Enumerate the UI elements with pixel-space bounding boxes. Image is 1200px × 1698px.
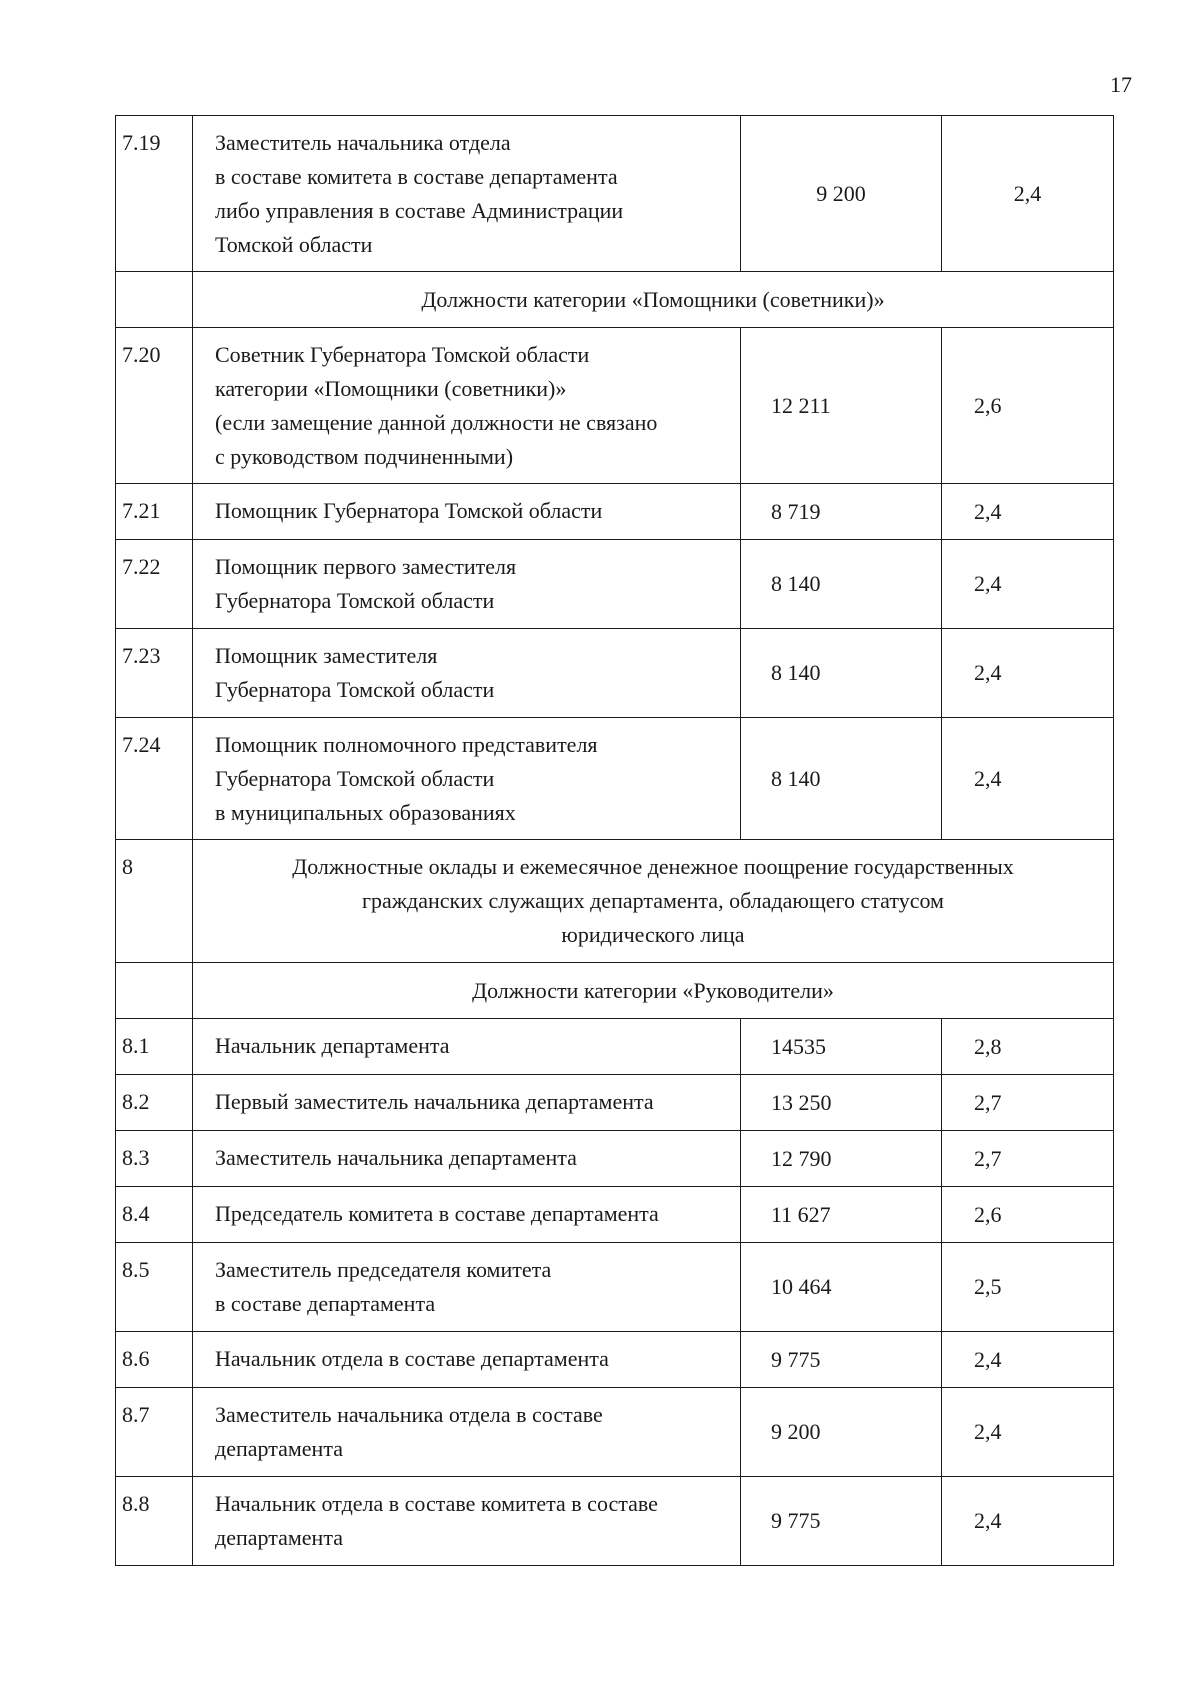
position-name xyxy=(193,1019,741,1075)
position-name xyxy=(193,1187,741,1243)
position-name xyxy=(193,1131,741,1187)
position-name xyxy=(193,718,741,840)
ratio-value: 2,4 xyxy=(974,1346,1002,1372)
salary-value: 8 140 xyxy=(771,571,821,596)
ratio-value: 2,4 xyxy=(974,498,1002,524)
ratio-value: 2,6 xyxy=(974,1201,1002,1227)
salary-value: 12 790 xyxy=(771,1145,832,1171)
row-number: 7.19 xyxy=(116,116,193,272)
position-name-line: в составе комитета в составе департамента xyxy=(215,164,618,189)
salary-value: 10 464 xyxy=(771,1274,832,1299)
position-name-line: Губернатора Томской области xyxy=(215,677,495,702)
ratio-value: 2,6 xyxy=(974,392,1002,418)
ratio-value: 2,4 xyxy=(974,1419,1002,1444)
table-row xyxy=(116,1019,1114,1075)
table-row xyxy=(116,540,1114,629)
ratio-cell xyxy=(942,1388,1114,1477)
position-name-line: Первый заместитель начальника департамента xyxy=(215,1089,654,1114)
position-name-line: Заместитель начальника департамента xyxy=(215,1145,577,1170)
salary-value: 8 140 xyxy=(771,660,821,685)
salary-value: 13 250 xyxy=(771,1089,832,1115)
position-name-line: Помощник первого заместителя xyxy=(215,554,517,579)
table-row xyxy=(116,1388,1114,1477)
position-name-line: категории «Помощники (советники)» xyxy=(215,376,567,401)
salary-cell xyxy=(741,1477,942,1566)
salary-value: 14535 xyxy=(771,1033,826,1059)
section-heading-line: гражданских служащих департамента, обладающего статусом xyxy=(362,888,944,913)
salary-value: 12 211 xyxy=(771,392,831,418)
salary-cell xyxy=(741,116,942,272)
category-heading: Должности категории «Руководители» xyxy=(193,963,1114,1019)
ratio-cell xyxy=(942,328,1114,484)
ratio-value: 2,4 xyxy=(974,765,1002,791)
position-name-line: Губернатора Томской области xyxy=(215,588,495,613)
position-name xyxy=(193,484,741,540)
position-name-line: Помощник полномочного представителя xyxy=(215,732,598,757)
row-number: 8.4 xyxy=(116,1187,193,1243)
section-heading-line: Должностные оклады и ежемесячное денежное поощрение государственных xyxy=(292,854,1014,879)
table-row xyxy=(116,1075,1114,1131)
position-name-line: департамента xyxy=(215,1436,343,1461)
empty-number-cell xyxy=(116,272,193,328)
row-number: 8.5 xyxy=(116,1243,193,1332)
ratio-value: 2,8 xyxy=(974,1033,1002,1059)
position-name-line: Председатель комитета в составе департамента xyxy=(215,1201,659,1226)
position-name xyxy=(193,629,741,718)
ratio-cell xyxy=(942,116,1114,272)
ratio-cell xyxy=(942,1477,1114,1566)
position-name-line: Начальник отдела в составе департамента xyxy=(215,1346,609,1371)
position-name xyxy=(193,1332,741,1388)
salary-cell xyxy=(741,1019,942,1075)
ratio-cell xyxy=(942,1332,1114,1388)
ratio-cell xyxy=(942,718,1114,840)
section-heading xyxy=(193,840,1114,963)
ratio-cell xyxy=(942,484,1114,540)
position-name xyxy=(193,1388,741,1477)
row-number: 7.22 xyxy=(116,540,193,629)
salary-cell xyxy=(741,328,942,484)
table-row xyxy=(116,1332,1114,1388)
salary-cell xyxy=(741,718,942,840)
position-name xyxy=(193,328,741,484)
position-name xyxy=(193,540,741,629)
row-number: 8.6 xyxy=(116,1332,193,1388)
position-name-line: с руководством подчиненными) xyxy=(215,444,514,469)
row-number: 8.7 xyxy=(116,1388,193,1477)
position-name-line: в муниципальных образованиях xyxy=(215,800,516,825)
ratio-cell xyxy=(942,1131,1114,1187)
salary-cell xyxy=(741,1243,942,1332)
position-name xyxy=(193,1477,741,1566)
position-name-line: Начальник департамента xyxy=(215,1033,450,1058)
table-row xyxy=(116,1477,1114,1566)
position-name-line: (если замещение данной должности не связано xyxy=(215,410,658,435)
position-name-line: Заместитель председателя комитета xyxy=(215,1257,552,1282)
salary-value: 9 775 xyxy=(771,1346,821,1372)
salary-cell xyxy=(741,484,942,540)
ratio-value: 2,4 xyxy=(1013,180,1042,206)
row-number: 7.23 xyxy=(116,629,193,718)
position-name-line: департамента xyxy=(215,1525,343,1550)
salary-value: 11 627 xyxy=(771,1201,831,1227)
row-number: 8.1 xyxy=(116,1019,193,1075)
category-heading: Должности категории «Помощники (советники)» xyxy=(193,272,1114,328)
position-name-line: Заместитель начальника отдела xyxy=(215,130,511,155)
category-heading-row xyxy=(116,272,1114,328)
salary-value: 9 200 xyxy=(816,180,866,206)
salary-cell xyxy=(741,629,942,718)
row-number: 7.20 xyxy=(116,328,193,484)
position-name-line: Помощник заместителя xyxy=(215,643,438,668)
table-row xyxy=(116,484,1114,540)
salary-cell xyxy=(741,540,942,629)
section-heading-line: юридического лица xyxy=(561,922,745,947)
table-row xyxy=(116,328,1114,484)
ratio-value: 2,4 xyxy=(974,571,1002,596)
ratio-cell xyxy=(942,1187,1114,1243)
row-number: 8.3 xyxy=(116,1131,193,1187)
position-name xyxy=(193,116,741,272)
salary-cell xyxy=(741,1332,942,1388)
table-row xyxy=(116,718,1114,840)
position-name xyxy=(193,1075,741,1131)
page-number: 17 xyxy=(1110,72,1132,97)
salary-cell xyxy=(741,1187,942,1243)
salary-value: 9 200 xyxy=(771,1419,821,1444)
position-name-line: Заместитель начальника отдела в составе xyxy=(215,1402,603,1427)
table-row xyxy=(116,1187,1114,1243)
ratio-value: 2,7 xyxy=(974,1145,1002,1171)
ratio-cell xyxy=(942,629,1114,718)
ratio-cell xyxy=(942,1075,1114,1131)
table-row xyxy=(116,1243,1114,1332)
row-number: 7.21 xyxy=(116,484,193,540)
salary-cell xyxy=(741,1388,942,1477)
position-name-line: либо управления в составе Администрации xyxy=(215,198,624,223)
ratio-value: 2,4 xyxy=(974,660,1002,685)
salary-cell xyxy=(741,1075,942,1131)
table-row xyxy=(116,1131,1114,1187)
table-row xyxy=(116,116,1114,272)
salary-value: 8 140 xyxy=(771,765,821,791)
salary-cell xyxy=(741,1131,942,1187)
position-name-line: Советник Губернатора Томской области xyxy=(215,342,590,367)
position-name-line: в составе департамента xyxy=(215,1291,436,1316)
row-number: 7.24 xyxy=(116,718,193,840)
ratio-cell xyxy=(942,540,1114,629)
position-name-line: Помощник Губернатора Томской области xyxy=(215,498,603,523)
empty-number-cell xyxy=(116,963,193,1019)
table-row xyxy=(116,629,1114,718)
row-number: 8 xyxy=(116,840,193,963)
position-name-line: Начальник отдела в составе комитета в составе xyxy=(215,1491,658,1516)
row-number: 8.2 xyxy=(116,1075,193,1131)
category-heading-row xyxy=(116,963,1114,1019)
position-name-line: Губернатора Томской области xyxy=(215,766,495,791)
ratio-cell xyxy=(942,1019,1114,1075)
ratio-value: 2,5 xyxy=(974,1274,1002,1299)
row-number: 8.8 xyxy=(116,1477,193,1566)
position-name xyxy=(193,1243,741,1332)
ratio-value: 2,7 xyxy=(974,1089,1002,1115)
salary-value: 9 775 xyxy=(771,1508,821,1533)
section-heading-row xyxy=(116,840,1114,963)
ratio-cell xyxy=(942,1243,1114,1332)
ratio-value: 2,4 xyxy=(974,1508,1002,1533)
salary-table xyxy=(115,115,1114,1566)
salary-value: 8 719 xyxy=(771,498,821,524)
position-name-line: Томской области xyxy=(215,232,373,257)
